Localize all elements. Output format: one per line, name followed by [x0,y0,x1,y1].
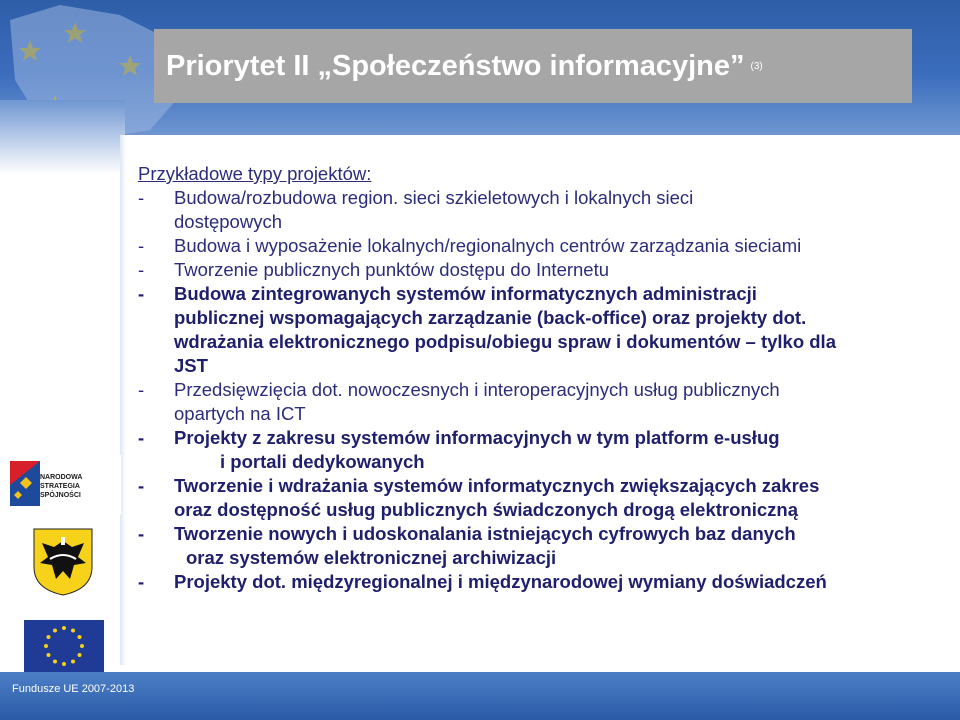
list-line: opartych na ICT [174,403,306,424]
list-line: i portali dedykowanych [220,451,425,472]
list-item [138,234,938,258]
slide-content [138,162,938,594]
list-item [138,378,938,426]
list-dash: - [138,427,145,448]
list-dash: - [138,523,145,544]
slide-title: Priorytet II „Społeczeństwo informacyjne” (3) [166,49,763,82]
list-dash: - [138,187,145,208]
list-item [138,258,938,282]
title-box [154,29,912,103]
region-crest-icon [32,527,94,597]
list-line: oraz systemów elektronicznej archiwizacji [186,547,557,568]
list-dash: - [138,259,145,280]
list-item [138,426,938,474]
list-item [138,186,938,234]
nss-logo-text [40,473,120,500]
list-line: Tworzenie i wdrażania systemów informatycznych zwiększających zakres [174,475,820,496]
list-dash: - [138,235,145,256]
list-item [138,570,938,594]
list-line: Tworzenie nowych i udoskonalania istniejących cyfrowych baz danych [174,523,796,544]
nss-line2: STRATEGIA SPÓJNOŚCI [40,483,81,499]
funds-label: Fundusze UE 2007-2013 [12,683,135,695]
list-line: Budowa i wyposażenie lokalnych/regionalnych centrów zarządzania sieciami [174,235,802,256]
list-line: oraz dostępność usług publicznych świadczonych drogą elektroniczną [174,499,798,520]
list-line: Projekty z zakresu systemów informacyjnych w tym platform e-usług [174,427,780,448]
list-dash: - [138,571,145,592]
content-heading: Przykładowe typy projektów: [138,163,372,184]
list-line: Budowa/rozbudowa region. sieci szkieletowych i lokalnych sieci [174,187,694,208]
list-item [138,282,938,378]
list-dash: - [138,475,145,496]
nss-line1: NARODOWA [40,474,83,481]
list-line: dostępowych [174,211,282,232]
list-item [138,522,938,570]
list-line: Przedsięwzięcia dot. nowoczesnych i interoperacyjnych usług publicznych [174,379,780,400]
sidebar-edge [120,135,126,665]
footer-band [0,672,960,720]
list-line: Tworzenie publicznych punktów dostępu do Internetu [174,259,610,280]
title-suffix: (3) [750,61,763,73]
list-line: wdrażania elektronicznego podpisu/obiegu spraw i dokumentów – tylko dla [174,331,836,352]
list-line: Budowa zintegrowanych systemów informatycznych administracji [174,283,757,304]
list-line: publicznej wspomagających zarządzanie (back-office) oraz projekty dot. [174,307,807,328]
eu-flag-icon [24,620,104,672]
list-item [138,474,938,522]
list-line: JST [174,355,208,376]
list-dash: - [138,283,145,304]
list-line: Projekty dot. międzyregionalnej i międzynarodowej wymiany doświadczeń [174,571,827,592]
list-dash: - [138,379,145,400]
